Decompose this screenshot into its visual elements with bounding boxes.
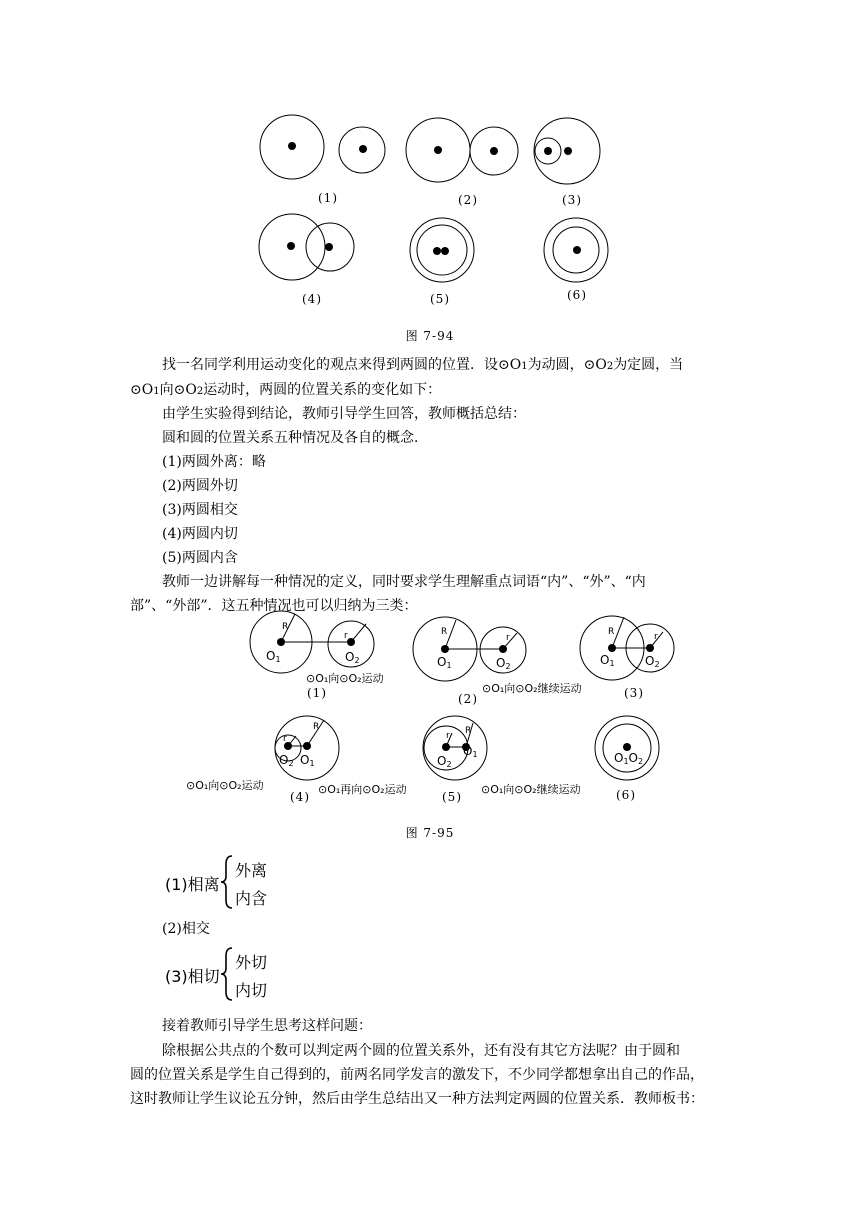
svg-text:O2: O2 bbox=[437, 754, 452, 769]
brace-icon bbox=[220, 946, 234, 1002]
class-separation-item-1: 外离 bbox=[235, 861, 268, 880]
paragraph-4-line-1: 教师一边讲解每一种情况的定义，同时要求学生理解重点词语“内”、“外”、“内 bbox=[162, 574, 646, 590]
list-item-2: (2)两圆外切 bbox=[162, 478, 238, 494]
fig95-label-5: (5) bbox=[442, 790, 462, 804]
paragraph-1-line-1: 找一名同学利用运动变化的观点来得到两圆的位置．设⊙O1为动圆，⊙O2为定圆，当 bbox=[162, 357, 684, 373]
fig95-label-6: (6) bbox=[616, 788, 636, 802]
list-item-5: (5)两圆内含 bbox=[162, 550, 238, 566]
brace-icon bbox=[220, 854, 234, 910]
fig94-label-1: (1) bbox=[318, 191, 338, 205]
class-tangent-item-1: 外切 bbox=[235, 953, 268, 972]
svg-text:O1: O1 bbox=[300, 753, 315, 768]
paragraph-1-line-2: ⊙O1向⊙O2运动时，两圆的位置关系的变化如下： bbox=[130, 382, 442, 398]
class-tangent-label: (3)相切 bbox=[165, 967, 220, 986]
paragraph-6-line-1: 除根据公共点的个数可以判定两个圆的位置关系外，还有没有其它方法呢？由于圆和 bbox=[162, 1043, 680, 1059]
svg-text:r: r bbox=[283, 734, 287, 744]
svg-text:O2: O2 bbox=[345, 650, 360, 665]
svg-text:O1: O1 bbox=[600, 653, 615, 668]
fig94-label-2: (2) bbox=[458, 193, 478, 207]
fig95-label-4: (4) bbox=[290, 790, 310, 804]
svg-text:R: R bbox=[608, 627, 615, 637]
class-tangent-item-2: 内切 bbox=[235, 981, 268, 1000]
fig94-label-3: (3) bbox=[562, 193, 582, 207]
fig95-label-3: (3) bbox=[624, 686, 644, 700]
class-separation bbox=[165, 852, 365, 912]
svg-text:O1: O1 bbox=[437, 655, 452, 670]
svg-text:R: R bbox=[465, 726, 472, 736]
paragraph-5: 接着教师引导学生思考这样问题： bbox=[162, 1018, 372, 1034]
motion-caption-2: ⊙O₁向⊙O₂继续运动 bbox=[482, 682, 582, 695]
paragraph-4-line-2: 部”、“外部”．这五种情况也可以归纳为三类： bbox=[130, 598, 418, 614]
figure-7-95 bbox=[0, 610, 860, 840]
list-item-3: (3)两圆相交 bbox=[162, 502, 238, 518]
motion-caption-1: ⊙O₁向⊙O₂运动 bbox=[306, 672, 384, 685]
class-separation-label: (1)相离 bbox=[165, 875, 220, 894]
class-tangent bbox=[165, 944, 365, 1004]
svg-text:r: r bbox=[654, 632, 658, 642]
class-separation-item-2: 内含 bbox=[235, 889, 268, 908]
fig94-label-6: (6) bbox=[567, 288, 587, 302]
svg-text:O2: O2 bbox=[645, 654, 660, 669]
paragraph-6-line-2: 圆的位置关系是学生自己得到的，前两名同学发言的激发下，不少同学都想拿出自己的作品， bbox=[130, 1067, 704, 1083]
svg-text:O1: O1 bbox=[266, 649, 281, 664]
list-item-4: (4)两圆内切 bbox=[162, 526, 238, 542]
figure-7-94-caption: 图 7-94 bbox=[405, 329, 455, 343]
svg-text:O1: O1 bbox=[463, 744, 478, 759]
list-item-1: (1)两圆外离：略 bbox=[162, 454, 266, 470]
svg-text:O2: O2 bbox=[496, 656, 511, 671]
paragraph-3: 圆和圆的位置关系五种情况及各自的概念． bbox=[162, 430, 428, 446]
svg-text:R: R bbox=[282, 622, 289, 632]
svg-text:r: r bbox=[506, 633, 510, 643]
fig95-label-1: (1) bbox=[307, 686, 327, 700]
motion-caption-4: ⊙O₁再向⊙O₂运动 bbox=[318, 783, 407, 796]
figure-7-95-caption: 图 7-95 bbox=[405, 826, 455, 840]
paragraph-2: 由学生实验得到结论，教师引导学生回答，教师概括总结： bbox=[162, 406, 526, 422]
svg-text:R: R bbox=[313, 722, 320, 732]
paragraph-6-line-3: 这时教师让学生议论五分钟，然后由学生总结出又一种方法判定两圆的位置关系．教师板书： bbox=[130, 1091, 704, 1107]
svg-text:R: R bbox=[441, 627, 448, 637]
motion-caption-5: ⊙O₁向⊙O₂继续运动 bbox=[481, 783, 581, 796]
fig94-label-4: (4) bbox=[302, 292, 322, 306]
svg-text:O2: O2 bbox=[279, 753, 294, 768]
class-intersect: (2)相交 bbox=[162, 921, 210, 937]
svg-text:r: r bbox=[344, 631, 348, 641]
fig95-label-2: (2) bbox=[458, 692, 478, 706]
motion-caption-3: ⊙O₁向⊙O₂运动 bbox=[186, 779, 264, 792]
svg-text:r: r bbox=[446, 731, 450, 741]
svg-text:O1O2: O1O2 bbox=[614, 751, 644, 766]
fig94-label-5: (5) bbox=[430, 292, 450, 306]
